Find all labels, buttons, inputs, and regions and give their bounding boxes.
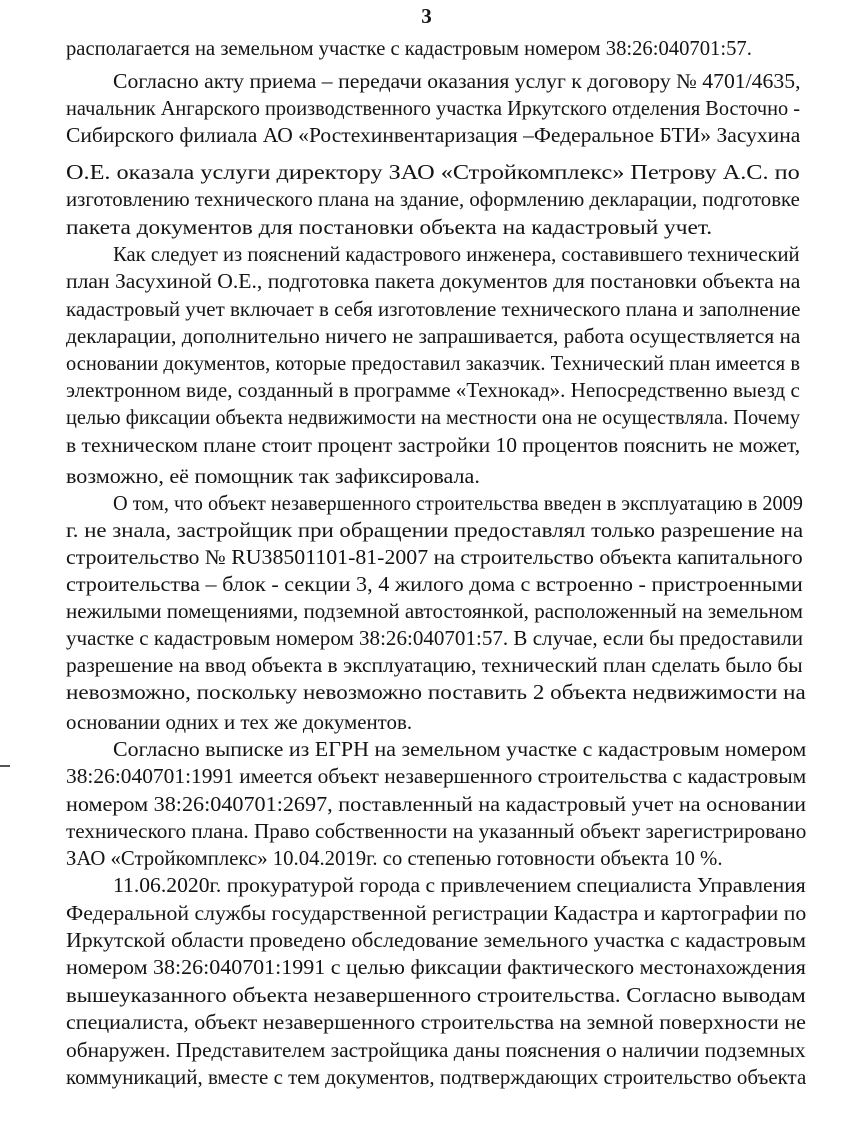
text-line: ЗАО «Стройкомплекс» 10.04.2019г. со степенью готовности объекта 10 %. [66, 848, 723, 870]
text-line: невозможно, поскольку невозможно поставить 2 объекта недвижимости на [66, 682, 806, 704]
text-line: Согласно акту приема – передачи оказания услуг к договору № 4701/4635, [113, 71, 801, 93]
text-line: основании документов, которые предоставил заказчик. Технический план имеется в [66, 353, 800, 375]
text-line: располагается на земельном участке с кадастровым номером 38:26:040701:57. [66, 38, 752, 60]
text-line: Иркутской области проведено обследование земельного участка с кадастровым [66, 930, 806, 952]
text-line: номером 38:26:040701:1991 с целью фиксации фактического местонахождения [66, 957, 806, 979]
text-line: номером 38:26:040701:2697, поставленный на кадастровый учет на основании [66, 794, 807, 816]
text-line: вышеуказанного объекта незавершенного строительства. Согласно выводам [66, 985, 806, 1007]
text-line: в техническом плане стоит процент застройки 10 процентов пояснить не может, [66, 435, 801, 457]
text-line: Как следует из пояснений кадастрового инженера, составившего технический [113, 244, 800, 266]
text-line: участке с кадастровым номером 38:26:040701:57. В случае, если бы предоставили [66, 628, 803, 650]
text-line: специалиста, объект незавершенного строительства на земной поверхности не [66, 1012, 806, 1034]
text-line: технического плана. Право собственности на указанный объект зарегистрировано [66, 821, 807, 843]
text-line: Федеральной службы государственной регистрации Кадастра и картографии по [66, 903, 807, 925]
text-line: О.Е. оказала услуги директору ЗАО «Стройкомплекс» Петрову А.С. по [66, 162, 800, 184]
text-line: целью фиксации объекта недвижимости на местности она не осуществляла. Почему [66, 407, 800, 429]
text-line: кадастровый учет включает в себя изготовление технического плана и заполнение [66, 299, 801, 321]
text-line: обнаружен. Представителем застройщика даны пояснения о наличии подземных [66, 1040, 806, 1062]
text-line: г. не знала, застройщик при обращении предоставлял только разрешение на [66, 520, 804, 542]
text-line: 38:26:040701:1991 имеется объект незавершенного строительства с кадастровым [66, 766, 807, 788]
text-line: пакета документов для постановки объекта на кадастровый учет. [66, 217, 713, 239]
scan-edge-mark [0, 765, 10, 767]
text-line: план Засухиной О.Е., подготовка пакета документов для постановки объекта на [66, 271, 801, 293]
text-line: Согласно выписке из ЕГРН на земельном участке с кадастровым номером [113, 739, 807, 761]
text-line: электронном виде, созданный в программе «Технокад». Непосредственно выезд с [66, 380, 800, 402]
text-line: строительство № RU38501101-81-2007 на строительство объекта капитального [66, 547, 803, 569]
text-line: начальник Ангарского производственного участка Иркутского отделения Восточно - [66, 98, 801, 120]
text-line: декларации, дополнительно ничего не запрашивается, работа осуществляется на [66, 326, 801, 348]
text-line: возможно, её помощник так зафиксировала. [66, 466, 480, 488]
text-line: основании одних и тех же документов. [66, 712, 413, 734]
text-line: 11.06.2020г. прокуратурой города с привлечением специалиста Управления [113, 875, 806, 897]
text-line: изготовлению технического плана на здание, оформлению декларации, подготовке [66, 189, 800, 211]
text-line: О том, что объект незавершенного строительства введен в эксплуатацию в 2009 [113, 493, 803, 515]
text-line: коммуникаций, вместе с тем документов, подтверждающих строительство объекта [66, 1067, 807, 1089]
text-line: строительства – блок - секции 3, 4 жилого дома с встроенно - пристроенными [66, 574, 803, 596]
text-line: Сибирского филиала АО «Ростехинвентаризация –Федеральное БТИ» Засухина [66, 125, 801, 147]
text-line: разрешение на ввод объекта в эксплуатацию, технический план сделать было бы [66, 655, 803, 677]
page-number: 3 [421, 4, 432, 28]
text-line: нежилыми помещениями, подземной автостоянкой, расположенный на земельном [66, 601, 803, 623]
